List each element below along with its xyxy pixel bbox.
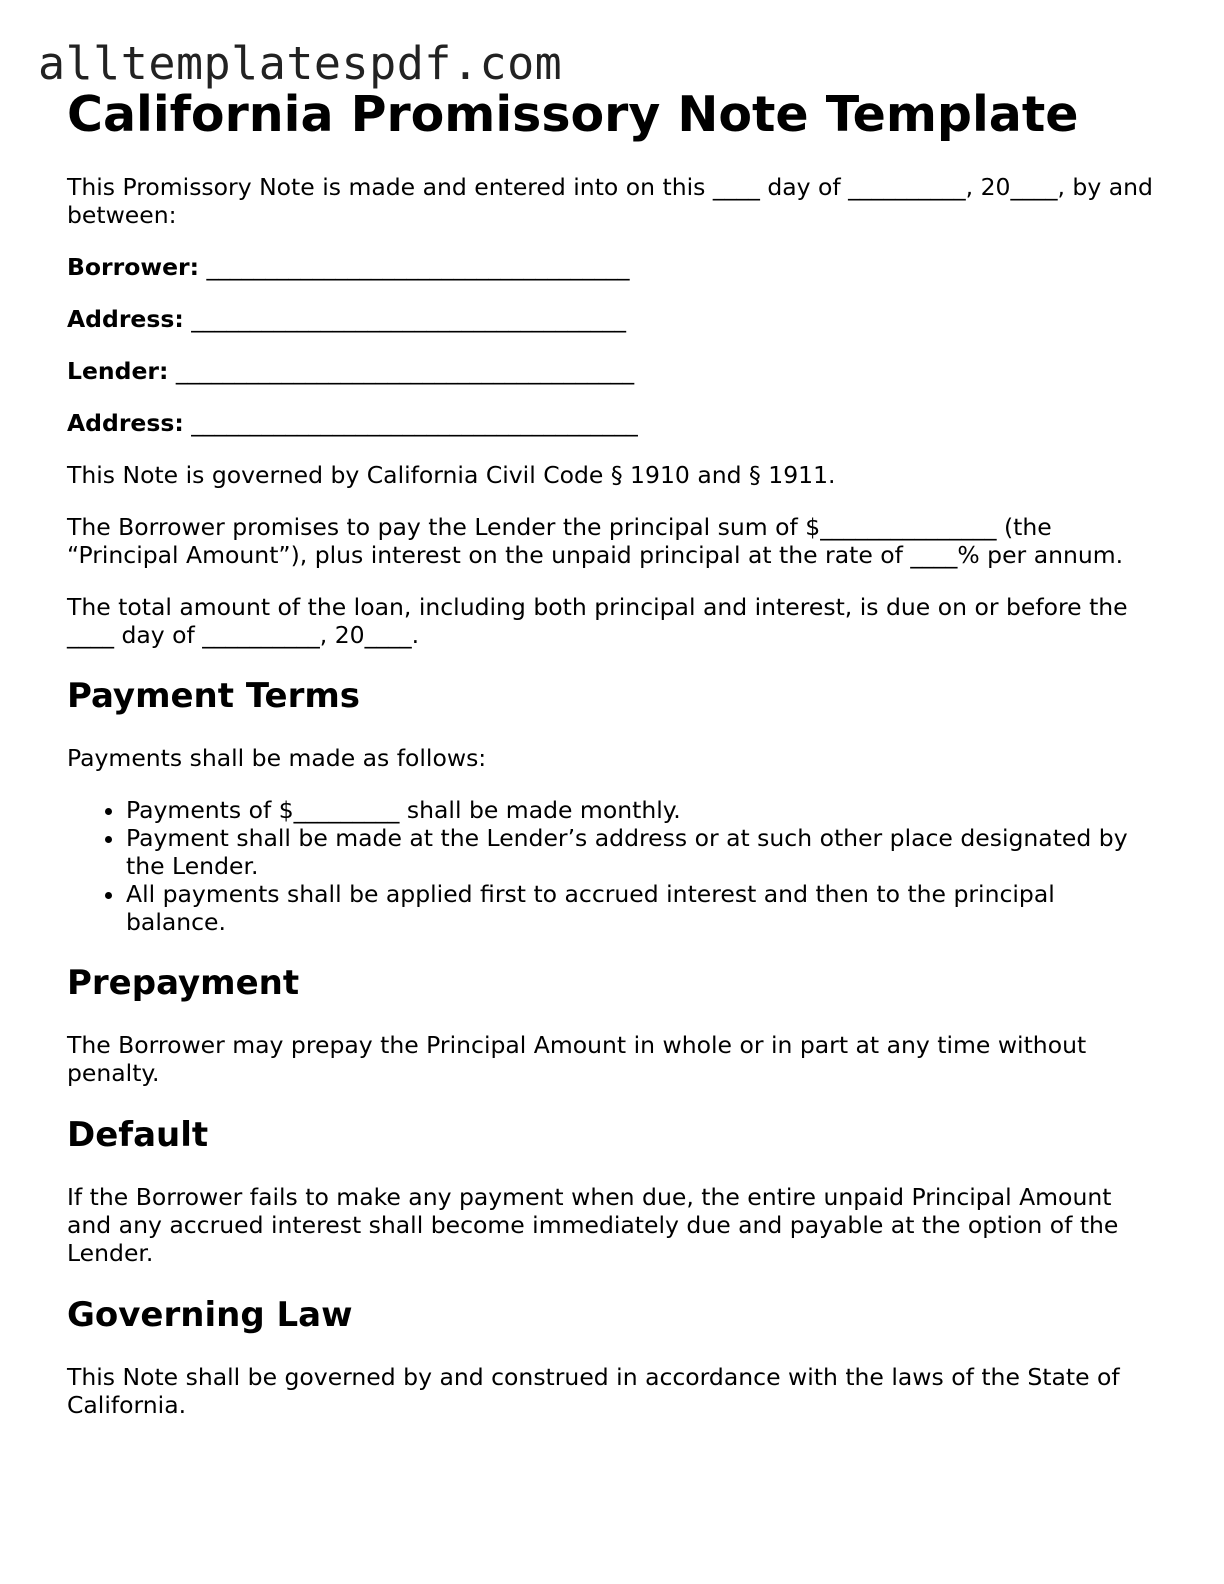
governing-law-paragraph: This Note shall be governed by and construed in accordance with the laws of the State of California. <box>67 1363 1120 1419</box>
governing-code-paragraph: This Note is governed by California Civil Code § 1910 and § 1911. <box>67 461 836 489</box>
lender-address-label: Address: <box>67 409 184 437</box>
default-heading: Default <box>67 1115 209 1155</box>
payment-terms-intro: Payments shall be made as follows: <box>67 744 487 772</box>
borrower-address-field <box>67 305 1157 333</box>
lender-label: Lender: <box>67 357 169 385</box>
lender-field <box>67 357 1157 385</box>
principal-paragraph: The Borrower promises to pay the Lender the principal sum of $_______________ (the “Principal Amount”), plus interest on the unpaid principal at the rate of ____% per annum. <box>67 513 1124 569</box>
borrower-address-line: _____________________________________ <box>191 305 626 333</box>
lender-address-line: ______________________________________ <box>191 409 638 437</box>
borrower-field <box>67 253 1157 281</box>
payment-terms-list <box>67 796 1157 936</box>
document-body <box>67 85 1157 1419</box>
default-paragraph: If the Borrower fails to make any payment when due, the entire unpaid Principal Amount and any accrued interest shall become immediately due and payable at the option of the Lender. <box>67 1183 1119 1267</box>
governing-law-heading: Governing Law <box>67 1295 353 1335</box>
due-date-paragraph: The total amount of the loan, including both principal and interest, is due on or before the ____ day of __________, 20____. <box>67 593 1128 649</box>
list-item: • All payments shall be applied first to accrued interest and then to the principal balance. <box>126 880 1157 936</box>
payment-terms-heading: Payment Terms <box>67 676 361 716</box>
borrower-line: ____________________________________ <box>206 253 630 281</box>
prepayment-heading: Prepayment <box>67 963 300 1003</box>
lender-address-field <box>67 409 1157 437</box>
prepayment-paragraph: The Borrower may prepay the Principal Amount in whole or in part at any time without penalty. <box>67 1031 1087 1087</box>
borrower-label: Borrower: <box>67 253 200 281</box>
list-item: • Payments of $_________ shall be made monthly. <box>126 796 1157 824</box>
intro-paragraph: This Promissory Note is made and entered into on this ____ day of __________, 20____, by and between: <box>67 173 1153 229</box>
lender-line: _______________________________________ <box>175 357 635 385</box>
watermark: alltemplatespdf.com <box>38 37 563 90</box>
document-title: California Promissory Note Template <box>67 86 1079 143</box>
list-item: • Payment shall be made at the Lender’s address or at such other place designated by the Lender. <box>126 824 1157 880</box>
borrower-address-label: Address: <box>67 305 184 333</box>
